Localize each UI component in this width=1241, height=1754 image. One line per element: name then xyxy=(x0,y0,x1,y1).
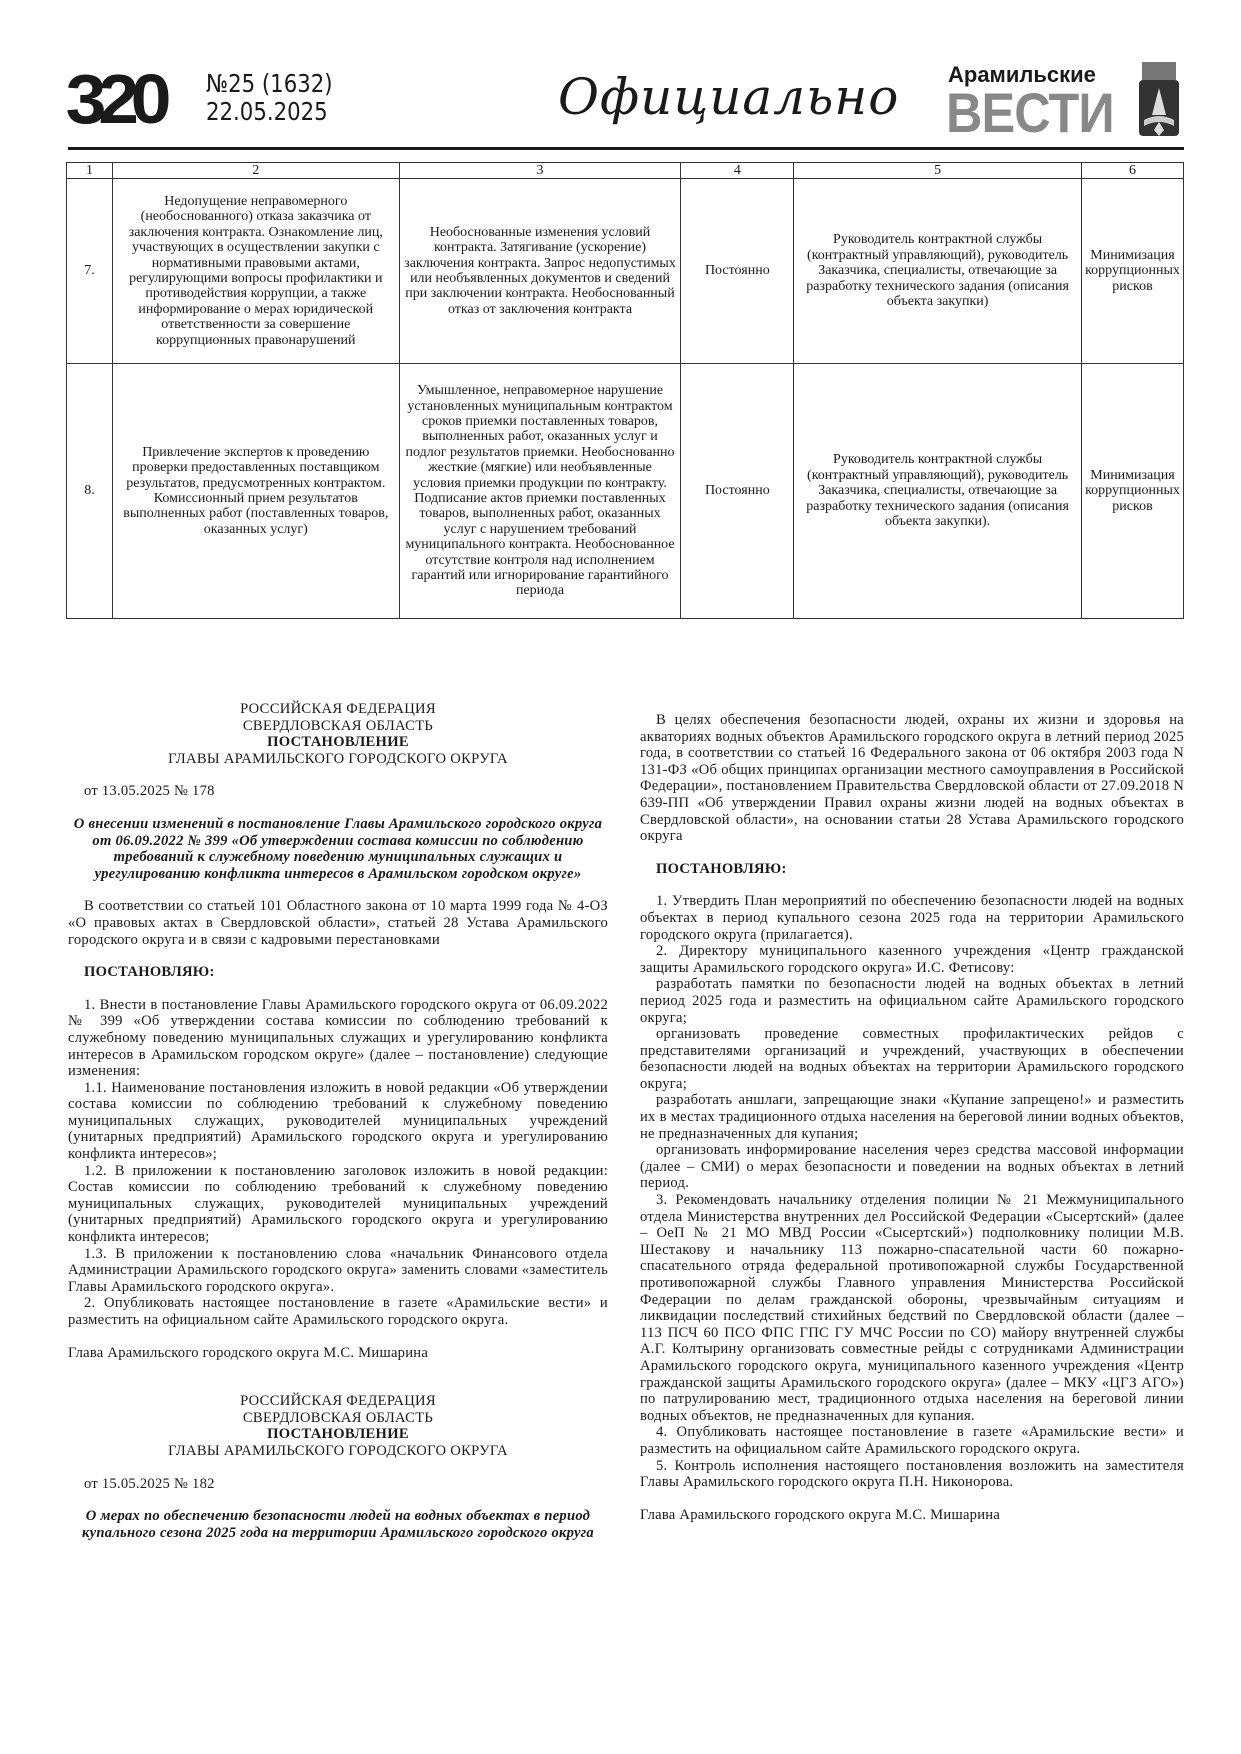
right-column xyxy=(640,712,1184,1523)
heading-line: ПОСТАНОВЛЕНИЕ xyxy=(267,734,409,751)
header-rule xyxy=(68,147,1184,150)
doc2-title: О мерах по обеспечению безопасности людей на водных объектах в период купального сезона 2025 года на территории Арамильского городского округа xyxy=(82,1508,594,1541)
column-header: 5 xyxy=(794,163,1082,179)
doc1-item: 1. Внести в постановление Главы Арамильского городского округа от 06.09.2022 № 399 «Об утверждении состава комиссии по соблюдению требований к служебному поведению муниципальных служащих и урегулированию конфликта интересов в Арамильском городском округе» (далее – постановление) следующие изменения: xyxy=(68,996,608,1080)
doc1-preamble: В соответствии со статьей 101 Областного закона от 10 марта 1999 года № 4-ОЗ «О правовых актах в Свердловской области», статьей 28 Устава Арамильского городского округа и в связи с кадровыми перестановками xyxy=(68,898,608,948)
measures-table xyxy=(66,162,1184,619)
result-cell: Минимизация коррупционных рисков xyxy=(1081,179,1183,364)
doc1-item: 1.2. В приложении к постановлению заголовок изложить в новой редакции: Состав комиссии по соблюдению требований к служебному поведению муниципальных служащих, руководителей муниципальных учреждений (унитарных предприятий) Арамильского городского округа и урегулированию конфликта интересов; xyxy=(68,1162,608,1246)
column-header: 6 xyxy=(1081,163,1183,179)
doc2-date: от 15.05.2025 № 182 xyxy=(84,1475,215,1492)
doc2-resolve: ПОСТАНОВЛЯЮ: xyxy=(656,860,787,877)
table-row xyxy=(67,179,1184,364)
column-header: 2 xyxy=(112,163,399,179)
masthead xyxy=(65,58,1184,148)
doc2-item: 2. Директору муниципального казенного учреждения «Центр гражданской защиты Арамильского городского округа» И.С. Фетисову: xyxy=(640,943,1184,976)
doc2-signature: Глава Арамильского городского округа М.С. Мишарина xyxy=(640,1506,1001,1523)
column-header: 4 xyxy=(681,163,794,179)
doc1-item: 2. Опубликовать настоящее постановление в газете «Арамильские вести» и разместить на официальном сайте Арамильского городского округа. xyxy=(68,1295,608,1328)
doc2-heading xyxy=(68,1393,608,1459)
doc1-title: О внесении изменений в постановление Главы Арамильского городского округа от 06.09.2022 № 399 «Об утверждении состава комиссии по соблюдению требований к служебному поведению муниципальных служащих и урегулированию конфликта интересов в Арамильском городском округе» xyxy=(73,815,603,882)
result-cell: Минимизация коррупционных рисков xyxy=(1081,364,1183,619)
column-header: 1 xyxy=(67,163,113,179)
doc2-preamble: В целях обеспечения безопасности людей, охраны их жизни и здоровья на акваториях водных объектов Арамильского городского округа в летний период 2025 года, в соответствии со статьей 16 Федерального закона от 06 октября 2003 года N 131-ФЗ «Об общих принципах организации местного самоуправления в Российской Федерации», постановлением Правительства Свердловской области от 27.09.2018 N 639-ПП «Об утверждении Правил охраны жизни людей на водных объектах в Свердловской области», на основании статьи 28 Устава Арамильского городского округа xyxy=(640,712,1184,845)
column-header: 3 xyxy=(399,163,681,179)
left-column xyxy=(68,701,608,1541)
doc1-item: 1.3. В приложении к постановлению слова «начальник Финансового отдела Администрации Арамильского городского округа» заменить словами «заместитель Главы Арамильского городского округа». xyxy=(68,1245,608,1295)
measure-cell: Привлечение экспертов к проведению проверки предоставленных поставщиком результатов, предусмотренных контрактом. Комиссионный прием результатов выполненных работ (поставленных товаров, оказанных услуг) xyxy=(112,364,399,619)
logo-320: 320 xyxy=(65,60,164,138)
heading-line: ГЛАВЫ АРАМИЛЬСКОГО ГОРОДСКОГО ОКРУГА xyxy=(168,750,508,767)
coat-of-arms-icon xyxy=(1136,60,1182,140)
brand-name-big: ВЕСТИ xyxy=(946,81,1114,144)
doc1-heading xyxy=(68,701,608,767)
heading-line: СВЕРДЛОВСКАЯ ОБЛАСТЬ xyxy=(242,717,434,734)
heading-line: ГЛАВЫ АРАМИЛЬСКОГО ГОРОДСКОГО ОКРУГА xyxy=(168,1442,508,1459)
doc2-item: 3. Рекомендовать начальнику отделения полиции № 21 Межмуниципального отдела Министерства внутренних дел Российской Федерации «Сысертский» (далее – ОеП № 21 МО МВД России «Сысертский») подполковнику полиции М.В. Шестакову и начальнику 113 пожарно-спасательной части 60 пожарно-спасательного отряда федеральной противопожарной службы Государственной противопожарной службы Главного управления Министерства Российской Федерации по делам гражданской обороны, чрезвычайным ситуациям и ликвидации последствий стихийных бедствий по Свердловской области (далее – 113 ПСЧ 60 ПСО ФПС ГПС ГУ МЧС России по СО) майору внутренней службы А.Г. Колтырину организовать совместные рейды с сотрудниками Администрации Арамильского городского округа, муниципального казенного учреждения «Центр гражданской защиты Арамильского городского округа» (далее – МКУ «ЦГЗ АГО») по патрулированию мест, традиционного отдыха населения на береговой линии водных объектов, не предназначенных для купания. xyxy=(640,1192,1184,1424)
brand-name-small: Арамильские xyxy=(948,62,1096,87)
measure-cell: Недопущение неправомерного (необоснованного) отказа заказчика от заключения контракта. Ознакомление лиц, участвующих в осуществлении закупки с нормативными правовыми актами, регулирующими вопросы профилактики и противодействия коррупции, а также информирование о мерах юридической ответственности за совершение коррупционных правонарушений xyxy=(112,179,399,364)
doc1-signature: Глава Арамильского городского округа М.С. Мишарина xyxy=(68,1344,429,1361)
responsible-cell: Руководитель контрактной службы (контрактный управляющий), руководитель Заказчика, специалисты, отвечающие за разработку технического задания (описания объекта закупки) xyxy=(794,179,1082,364)
heading-line: СВЕРДЛОВСКАЯ ОБЛАСТЬ xyxy=(242,1409,434,1426)
doc2-item: 1. Утвердить План мероприятий по обеспечению безопасности людей на водных объектах в период купального сезона 2025 года на территории Арамильского городского округа (прилагается). xyxy=(640,893,1184,943)
section-title: Официально xyxy=(558,68,900,126)
doc2-item: организовать проведение совместных профилактических рейдов с представителями организаций и учреждений, участвующих в обеспечении безопасности людей на водных объектах на территории Арамильского городского округа; xyxy=(640,1026,1184,1092)
row-number: 7. xyxy=(67,179,113,364)
term-cell: Постоянно xyxy=(681,179,794,364)
heading-line: РОССИЙСКАЯ ФЕДЕРАЦИЯ xyxy=(240,1393,436,1410)
table-header-row xyxy=(67,163,1184,179)
doc2-item: разработать памятки по безопасности людей на водных объектах в летний период 2025 года и разместить на официальном сайте Арамильского городского округа; xyxy=(640,976,1184,1026)
responsible-cell: Руководитель контрактной службы (контрактный управляющий), руководитель Заказчика, специалисты, отвечающие за разработку технического задания (описания объекта закупки). xyxy=(794,364,1082,619)
heading-line: РОССИЙСКАЯ ФЕДЕРАЦИЯ xyxy=(240,701,436,717)
doc2-item: 5. Контроль исполнения настоящего постановления возложить на заместителя Главы Арамильского городского округа П.Н. Никонорова. xyxy=(640,1457,1184,1491)
doc1-item: 1.1. Наименование постановления изложить в новой редакции «Об утверждении состава комиссии по соблюдению требований к служебному поведению муниципальных служащих, руководителей муниципальных учреждений (унитарных предприятий) Арамильского городского округа и урегулированию конфликта интересов»; xyxy=(68,1079,608,1163)
heading-line: ПОСТАНОВЛЕНИЕ xyxy=(267,1426,409,1443)
risk-cell: Умышленное, неправомерное нарушение установленных муниципальным контрактом сроков приемки поставленных товаров, выполненных работ, оказанных услуг и подлог результатов приемки. Необоснованно жесткие (мягкие) или необъявленные условия приемки продукции по контракту. Подписание актов приемки поставленных товаров, выполненных работ, оказанных услуг с нарушением требований муниципального контракта. Необоснованное отсутствие контроля над исполнением гарантий или игнорирование гарантийного периода xyxy=(399,364,681,619)
issue-date: 22.05.2025 xyxy=(206,97,328,126)
doc1-date: от 13.05.2025 № 178 xyxy=(84,783,215,800)
term-cell: Постоянно xyxy=(681,364,794,619)
issue-info xyxy=(206,70,333,126)
doc2-item: разработать аншлаги, запрещающие знаки «Купание запрещено!» и разместить их в местах традиционного отдыха населения на береговой линии водных объектов, не предназначенных для купания; xyxy=(640,1092,1184,1142)
doc1-resolve: ПОСТАНОВЛЯЮ: xyxy=(84,964,215,981)
doc2-item: организовать информирование населения через средства массовой информации (далее – СМИ) о мерах безопасности и поведении на водных объектах в летний период. xyxy=(640,1142,1184,1192)
doc2-item: 4. Опубликовать настоящее постановление в газете «Арамильские вести» и разместить на официальном сайте Арамильского городского округа. xyxy=(640,1424,1184,1457)
table-row xyxy=(67,364,1184,619)
risk-cell: Необоснованные изменения условий контракта. Затягивание (ускорение) заключения контракта. Запрос недопустимых или необъявленных документов и сведений при заключении контракта. Необоснованный отказ от заключения контракта xyxy=(399,179,681,364)
row-number: 8. xyxy=(67,364,113,619)
issue-number: №25 (1632) xyxy=(206,69,333,98)
